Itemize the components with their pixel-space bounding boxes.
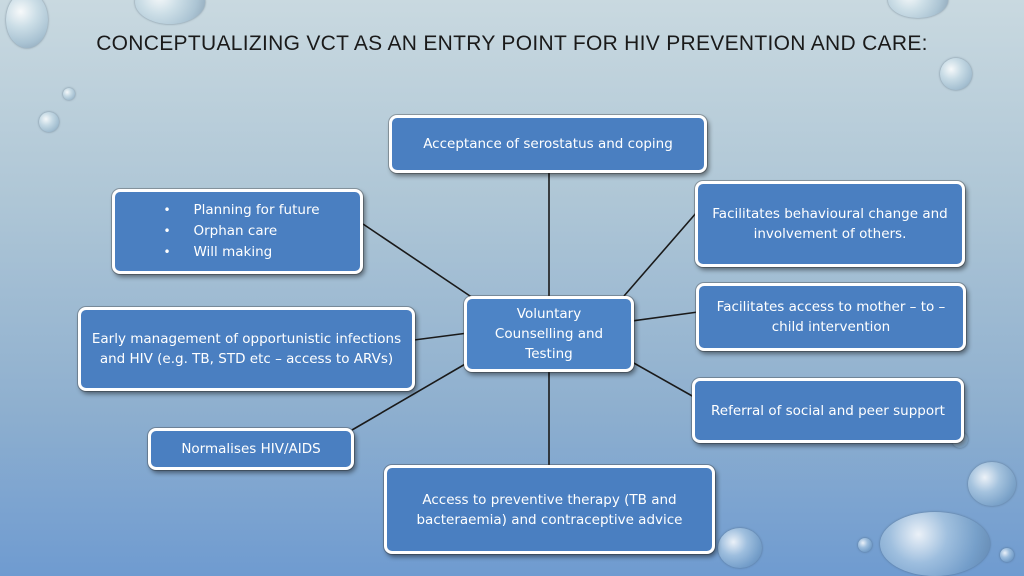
node-early-management-label: Early management of opportunistic infections and HIV (e.g. TB, STD etc – access to ARVs) bbox=[91, 331, 402, 367]
node-acceptance-label: Acceptance of serostatus and coping bbox=[423, 136, 673, 152]
node-acceptance bbox=[389, 115, 707, 173]
node-behavioural-label: Facilitates behavioural change and involvement of others. bbox=[712, 206, 948, 242]
bullet-icon: • bbox=[163, 203, 171, 217]
connector-referral bbox=[632, 362, 694, 397]
planning-list-item: • Will making bbox=[155, 242, 319, 263]
node-mother-child-label: Facilitates access to mother – to – child intervention bbox=[716, 299, 946, 335]
bullet-icon: • bbox=[163, 245, 171, 259]
connector-early-management bbox=[414, 333, 468, 340]
connector-mother-child bbox=[632, 312, 698, 321]
node-referral bbox=[692, 378, 964, 443]
connector-behavioural bbox=[624, 212, 697, 296]
slide-title: CONCEPTUALIZING VCT AS AN ENTRY POINT FOR HIV PREVENTION AND CARE: bbox=[96, 32, 928, 55]
node-mother-child bbox=[696, 283, 966, 351]
node-preventive-label: Access to preventive therapy (TB and bacteraemia) and contraceptive advice bbox=[416, 491, 683, 528]
planning-list-item: • Orphan care bbox=[155, 221, 319, 242]
node-center-vct-label: Voluntary Counselling and Testing bbox=[494, 306, 604, 362]
node-planning bbox=[112, 189, 363, 274]
planning-list-item: • Planning for future bbox=[155, 200, 319, 221]
node-center-vct bbox=[464, 296, 634, 372]
node-normalises-label: Normalises HIV/AIDS bbox=[181, 441, 321, 457]
connector-planning bbox=[363, 224, 473, 298]
node-preventive bbox=[384, 465, 715, 554]
node-early-management bbox=[78, 307, 415, 391]
node-normalises bbox=[148, 428, 354, 470]
bullet-icon: • bbox=[163, 224, 171, 238]
planning-list bbox=[155, 200, 319, 263]
node-behavioural bbox=[695, 181, 965, 267]
node-referral-label: Referral of social and peer support bbox=[711, 402, 945, 419]
